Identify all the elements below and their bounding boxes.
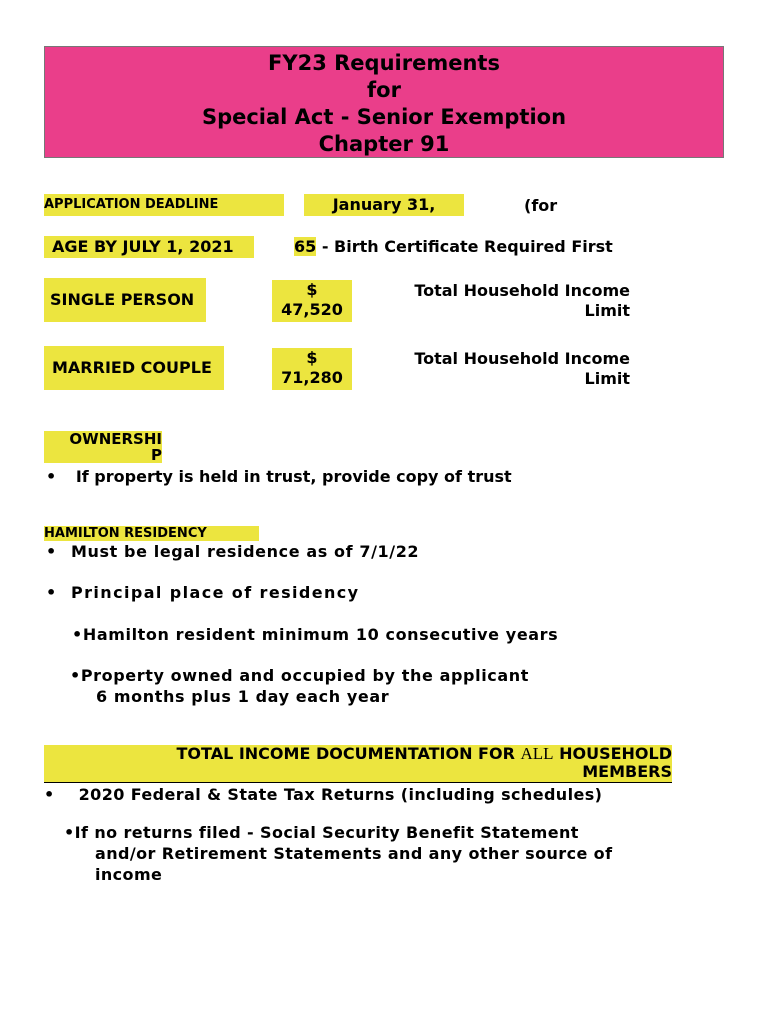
ownership-bullet — [46, 467, 512, 487]
residency-sub-1 — [72, 625, 558, 645]
age-value: 65 — [294, 237, 317, 256]
age-label-text: AGE BY JULY 1, 2021 — [52, 237, 234, 256]
single-desc — [380, 281, 630, 321]
title-line-1: FY23 Requirements — [268, 51, 500, 75]
residency-sub-2-line1: Property owned and occupied by the applicant — [80, 666, 530, 685]
residency-sub-2 — [70, 665, 529, 707]
income-heading-line2: MEMBERS — [582, 762, 672, 781]
income-heading-part1: TOTAL INCOME DOCUMENTATION FOR — [176, 744, 521, 763]
married-couple-label — [44, 346, 224, 390]
single-person-label — [44, 278, 206, 322]
bullet-icon: • — [44, 785, 55, 804]
bullet-icon: • — [70, 666, 81, 685]
bullet-icon: • — [64, 823, 75, 842]
ownership-label-line1: OWNERSHI — [69, 430, 162, 448]
married-currency: $ — [306, 348, 318, 367]
deadline-date-text: January 31, — [332, 195, 436, 214]
residency-sub-1-text: Hamilton resident minimum 10 consecutive years — [82, 625, 559, 644]
deadline-label-text: APPLICATION DEADLINE — [44, 197, 219, 212]
residency-bullet-1-text: Must be legal residence as of 7/1/22 — [71, 542, 420, 561]
bullet-icon: • — [46, 542, 57, 561]
title-line-3: Special Act - Senior Exemption — [201, 105, 567, 129]
income-sub-line1: If no returns filed - Social Security Benefit Statement — [74, 823, 579, 842]
married-amount: 71,280 — [281, 368, 343, 387]
bullet-icon: • — [72, 625, 83, 644]
bullet-icon: • — [46, 467, 57, 486]
married-couple-label-text: MARRIED COUPLE — [52, 358, 212, 377]
ownership-label — [44, 431, 162, 463]
income-sub-line2: and/or Retirement Statements and any other source of — [95, 844, 613, 863]
bullet-icon: • — [46, 583, 57, 602]
married-desc-line1: Total Household Income — [414, 349, 630, 368]
single-amount: 47,520 — [281, 300, 343, 319]
married-desc-line2: Limit — [584, 369, 630, 388]
residency-bullet-1 — [46, 542, 419, 562]
deadline-date — [304, 194, 464, 216]
income-bullet-1 — [44, 785, 602, 805]
single-desc-line2: Limit — [584, 301, 630, 320]
residency-label-text: HAMILTON RESIDENCY — [44, 526, 207, 541]
residency-sub-2-line2: 6 months plus 1 day each year — [96, 687, 390, 706]
deadline-note: (for — [524, 196, 558, 215]
income-sub — [64, 822, 612, 885]
single-currency: $ — [306, 280, 318, 299]
married-income-limit — [272, 348, 352, 390]
title-line-2: for — [367, 78, 401, 102]
deadline-label — [44, 194, 284, 216]
age-text: - Birth Certificate Required First — [316, 237, 613, 256]
income-heading-part2: HOUSEHOLD — [553, 744, 672, 763]
title-line-4: Chapter 91 — [318, 132, 450, 156]
single-income-limit — [272, 280, 352, 322]
residency-label — [44, 526, 259, 541]
age-requirement — [294, 236, 613, 258]
age-label — [44, 236, 254, 258]
income-bullet-1-text: 2020 Federal & State Tax Returns (including schedules) — [78, 785, 603, 804]
residency-bullet-2-text: Principal place of residency — [71, 583, 360, 602]
ownership-label-line2: P — [151, 446, 162, 464]
income-heading-all: ALL — [520, 744, 554, 763]
income-heading — [44, 745, 672, 783]
single-desc-line1: Total Household Income — [414, 281, 630, 300]
single-person-label-text: SINGLE PERSON — [50, 290, 195, 309]
married-desc — [380, 349, 630, 389]
ownership-bullet-text: If property is held in trust, provide copy of trust — [75, 467, 512, 486]
title-banner — [44, 46, 724, 158]
residency-bullet-2 — [46, 583, 360, 603]
income-sub-line3: income — [95, 865, 163, 884]
